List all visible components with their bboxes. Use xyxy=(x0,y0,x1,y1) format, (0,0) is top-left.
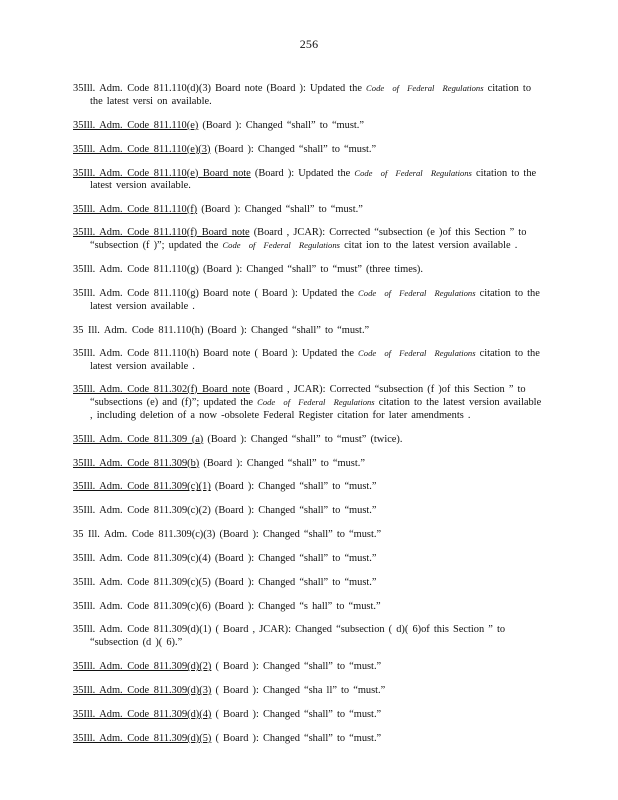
amendment-citation: 35 Ill. Adm. Code 811.309(c)(3) xyxy=(73,529,216,541)
amendment-text-end: citation to the latest version available . xyxy=(90,288,540,312)
amendment-text: (Board , JCAR): Corrected “subsection (f )of this Section ” to “subsections (e) and (f)”; updated the xyxy=(90,383,526,409)
amendment-text: ( Board ): Changed “shall” to “must.” xyxy=(211,732,382,744)
amendment-entry xyxy=(73,263,543,277)
amendment-citation: 35Ill. Adm. Code 811.309(c)(2) xyxy=(73,505,211,517)
amendment-citation: 35Ill. Adm. Code 811.309 (a) xyxy=(73,433,204,445)
amendment-text: (Board ): Changed “shall” to “must.” xyxy=(210,481,377,493)
amendment-citation: 35Ill. Adm. Code 811.309(c)(6) xyxy=(73,600,211,612)
amendment-italic-reference: Code of Federal Regulations xyxy=(222,240,340,251)
amendment-citation: 35Ill. Adm. Code 811.110(d)(3) xyxy=(73,83,211,95)
amendment-entry xyxy=(73,576,543,590)
amendment-entry xyxy=(73,324,543,338)
amendment-entry xyxy=(73,708,543,722)
amendment-italic-reference: Code of Federal Regulations xyxy=(358,288,476,299)
amendment-entry xyxy=(73,143,543,157)
amendment-text: (Board ): Changed “shall” to “must.” xyxy=(210,553,377,565)
amendment-italic-reference: Code of Federal Regulations xyxy=(257,397,375,408)
amendment-citation: 35Ill. Adm. Code 811.309(d)(5) xyxy=(73,732,212,744)
page-number: 256 xyxy=(299,37,319,51)
amendment-text: (Board ): Updated the xyxy=(250,167,355,179)
amendment-entry xyxy=(73,82,543,108)
amendment-entry xyxy=(73,504,543,518)
amendment-text: (Board ): Changed “shall” to “must.” xyxy=(215,529,382,541)
amendment-entry xyxy=(73,203,543,217)
amendment-citation: 35Ill. Adm. Code 811.110(e) xyxy=(73,119,199,131)
amendment-text: (Board , JCAR): Corrected “subsection (e )of this Section ” to “subsection (f )”; updated the xyxy=(90,226,527,252)
amendment-entry xyxy=(73,287,543,313)
amendment-text-end: citation to the latest version available . xyxy=(90,348,540,372)
amendment-text: (Board ): Changed “shall” to “must.” xyxy=(203,324,370,336)
amendment-entry xyxy=(73,384,543,423)
amendment-entry xyxy=(73,624,543,650)
amendment-citation: 35Ill. Adm. Code 811.110(f) xyxy=(73,203,198,215)
amendment-citation: 35Ill. Adm. Code 811.309(d)(2) xyxy=(73,661,212,673)
amendment-text: (Board ): Changed “shall” to “must.” xyxy=(197,203,363,215)
amendment-entry xyxy=(73,732,543,746)
amendment-entry xyxy=(73,347,543,373)
amendment-list xyxy=(73,72,543,753)
amendment-entry xyxy=(73,457,543,471)
amendment-citation: 35Ill. Adm. Code 811.309(d)(3) xyxy=(73,685,212,697)
amendment-entry xyxy=(73,119,543,133)
amendment-citation: 35Ill. Adm. Code 811.110(f) Board note xyxy=(73,226,250,238)
amendment-citation: 35Ill. Adm. Code 811.110(h) xyxy=(73,348,199,360)
amendment-entry xyxy=(73,167,543,193)
amendment-text: ( Board ): Changed “sha ll” to “must.” xyxy=(211,685,386,697)
amendment-text: Board note ( Board ): Updated the xyxy=(198,348,359,360)
amendment-text: Board note (Board ): Updated the xyxy=(210,83,367,95)
amendment-citation: 35Ill. Adm. Code 811.110(e)(3) xyxy=(73,143,211,155)
amendment-text-end: citation to the latest version available. xyxy=(90,167,537,192)
amendment-text: (Board ): Changed “shall” to “must.” xyxy=(210,505,377,517)
amendment-citation: 35Ill. Adm. Code 811.309(c)(4) xyxy=(73,553,211,565)
amendment-text-end: citat ion to the latest version available . xyxy=(339,240,518,252)
amendment-citation: 35 Ill. Adm. Code 811.110(h) xyxy=(73,324,204,336)
amendment-text: (Board ): Changed “shall” to “must” (three times). xyxy=(198,264,423,276)
amendment-citation: 35Ill. Adm. Code 811.309(c)(1) xyxy=(73,481,211,493)
amendment-citation: 35Ill. Adm. Code 811.309(d)(4) xyxy=(73,708,212,720)
amendment-entry xyxy=(73,227,543,253)
amendment-italic-reference: Code of Federal Regulations xyxy=(354,167,472,178)
amendment-text: (Board ): Changed “s hall” to “must.” xyxy=(210,600,381,612)
amendment-entry xyxy=(73,660,543,674)
amendment-citation: 35Ill. Adm. Code 811.110(g) xyxy=(73,288,199,300)
amendment-entry xyxy=(73,480,543,494)
amendment-text: (Board ): Changed “shall” to “must.” xyxy=(210,143,377,155)
amendment-text: ( Board , JCAR): Changed “subsection ( d)( 6)of this Section ” to “subsection (d )( 6).” xyxy=(90,623,506,649)
amendment-italic-reference: Code of Federal Regulations xyxy=(358,348,476,359)
amendment-citation: 35Ill. Adm. Code 811.309(c)(5) xyxy=(73,577,211,589)
amendment-entry xyxy=(73,684,543,698)
amendment-entry xyxy=(73,552,543,566)
amendment-text: (Board ): Changed “shall” to “must.” xyxy=(199,457,365,469)
amendment-citation: 35Ill. Adm. Code 811.309(d)(1) xyxy=(73,623,212,635)
amendment-text-end: citation to the latest version available , including deletion of a now -obsolete Federal Register citation for later amendments . xyxy=(90,397,542,421)
amendment-citation: 35Ill. Adm. Code 811.110(e) Board note xyxy=(73,167,251,179)
amendment-citation: 35Ill. Adm. Code 811.309(b) xyxy=(73,457,200,469)
amendment-text: (Board ): Changed “shall” to “must.” xyxy=(210,577,377,589)
amendment-text: ( Board ): Changed “shall” to “must.” xyxy=(211,708,382,720)
amendment-text: ( Board ): Changed “shall” to “must.” xyxy=(211,661,382,673)
amendment-citation: 35Ill. Adm. Code 811.302(f) Board note xyxy=(73,383,250,395)
amendment-entry xyxy=(73,528,543,542)
amendment-text: (Board ): Changed “shall” to “must” (twice). xyxy=(203,433,403,445)
amendment-italic-reference: Code of Federal Regulations xyxy=(366,83,484,94)
amendment-entry xyxy=(73,600,543,614)
amendment-text: Board note ( Board ): Updated the xyxy=(198,288,359,300)
amendment-text: (Board ): Changed “shall” to “must.” xyxy=(198,119,364,131)
amendment-text-end: citation to the latest versi on available. xyxy=(90,83,532,107)
amendment-entry xyxy=(73,433,543,447)
amendment-citation: 35Ill. Adm. Code 811.110(g) xyxy=(73,264,199,276)
